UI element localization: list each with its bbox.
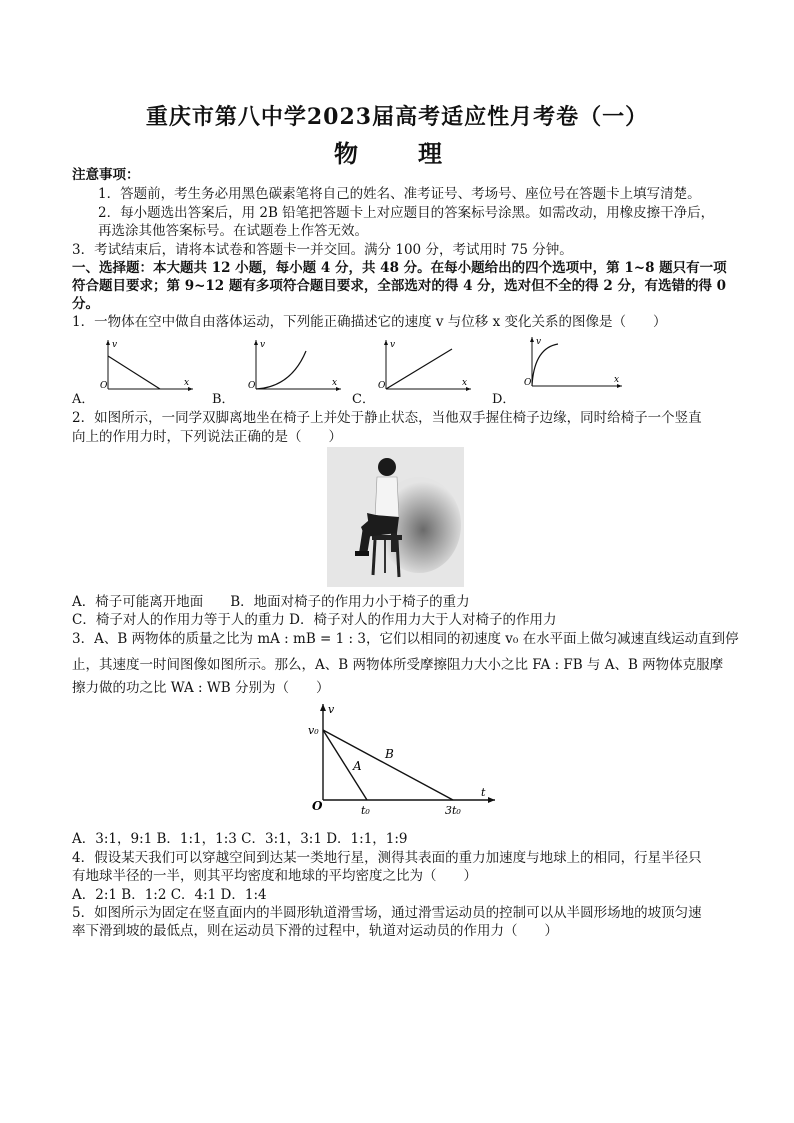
q1c-v-label: v xyxy=(390,340,396,350)
q5-stem-line1: 5．如图所示为固定在竖直面内的半圆形轨道滑雪场，通过滑雪运动员的控制可以从半圆形场地的坡顶匀速 xyxy=(72,905,702,921)
notice-item-2-cont: 再选涂其他答案标号。在试题卷上作答无效。 xyxy=(98,223,368,239)
section-heading-line2: 符合题目要求；第 9~12 题有多项符合题目要求，全部选对的得 4 分，选对但不全的得 2 分，有选错的得 0 xyxy=(72,278,727,294)
q1-stem: 1．一物体在空中做自由落体运动，下列能正确描述它的速度 v 与位移 x 变化关系的图像是（ ） xyxy=(72,314,667,330)
q3-line-b xyxy=(323,730,453,800)
notice-heading: 注意事项： xyxy=(72,167,140,183)
q3-stem-line2: 止，其速度一时间图像如图所示。那么，A、B 两物体所受摩擦阻力大小之比 FA : FB 与 A、B 两物体克服摩 xyxy=(72,657,724,673)
q1c-x-label: x xyxy=(462,378,468,388)
q1a-v-label: v xyxy=(112,340,118,350)
section-heading-line3: 分。 xyxy=(72,296,99,312)
notice-item-1: 1．答题前，考生务必用黑色碳素笔将自己的姓名、准考证号、考场号、座位号在答题卡上填写清楚。 xyxy=(98,186,701,202)
q1a-origin: O xyxy=(100,381,108,391)
q4-stem-line2: 有地球半径的一半，则其平均密度和地球的平均密度之比为（ ） xyxy=(72,868,477,884)
q1d-v-label: v xyxy=(536,337,542,347)
q1a-x-label: x xyxy=(184,378,190,388)
q2-stem-line1: 2．如图所示，一同学双脚离地坐在椅子上并处于静止状态，当他双手握住椅子边缘，同时给椅子一个竖直 xyxy=(72,410,702,426)
q1b-v-label: v xyxy=(260,340,266,350)
q1-option-d-label: D． xyxy=(492,392,516,407)
q1d-x-label: x xyxy=(614,375,620,385)
q1-graph-a xyxy=(88,337,198,399)
q3-stem-line3: 擦力做的功之比 WA : WB 分别为（ ） xyxy=(72,680,330,696)
q3-t0-label: t₀ xyxy=(361,804,370,817)
q1-graph-d xyxy=(512,334,628,396)
q4-stem-line1: 4．假设某天我们可以穿越空间到达某一类地行星，测得其表面的重力加速度与地球上的相同，行星半径只 xyxy=(72,850,702,866)
q3-t-axis-label: t xyxy=(481,786,486,799)
q3-stem-line1: 3．A、B 两物体的质量之比为 mA : mB = 1 : 3，它们以相同的初速度 v₀ 在水平面上做匀减速直线运动直到停 xyxy=(72,631,739,647)
notice-item-3: 3．考试结束后，请将本试卷和答题卡一并交回。满分 100 分，考试用时 75 分钟。 xyxy=(72,242,573,258)
q3-3t0-label: 3t₀ xyxy=(445,804,461,817)
exam-subject: 物 理 xyxy=(334,139,460,168)
q1-graph-c xyxy=(366,337,476,399)
q1b-x-label: x xyxy=(332,378,338,388)
q1-option-c-label: C． xyxy=(352,392,375,407)
q1-option-a-label: A． xyxy=(72,392,95,407)
q1-option-b-label: B． xyxy=(212,392,235,407)
q3-label-b: B xyxy=(385,747,394,761)
notice-item-2: 2．每小题选出答案后，用 2B 铅笔把答题卡上对应题目的答案标号涂黑。如需改动，用橡皮擦干净后， xyxy=(98,205,715,221)
q5-stem-line2: 率下滑到坡的最低点，则在运动员下滑的过程中，轨道对运动员的作用力（ ） xyxy=(72,923,558,939)
q1c-origin: O xyxy=(378,381,386,391)
exam-title: 重庆市第八中学2023届高考适应性月考卷（一） xyxy=(145,104,649,130)
q1b-origin: O xyxy=(248,381,256,391)
q3-origin-label: O xyxy=(312,799,323,813)
q2-options-line1: A．椅子可能离开地面 B．地面对椅子的作用力小于椅子的重力 xyxy=(72,594,470,610)
q2-options-line2: C．椅子对人的作用力等于人的重力 D．椅子对人的作用力大于人对椅子的作用力 xyxy=(72,612,557,628)
q3-v-axis-label: v xyxy=(328,703,335,716)
section-heading-line1: 一、选择题：本大题共 12 小题，每小题 4 分，共 48 分。在每小题给出的四个选项中，第 1~8 题只有一项 xyxy=(72,260,727,276)
q4-options: A．2:1 B．1:2 C．4:1 D．1:4 xyxy=(72,887,267,903)
q3-label-a: A xyxy=(353,759,362,773)
q1-graph-b xyxy=(236,337,346,399)
q3-v0-label: v₀ xyxy=(308,724,319,737)
q2-chair-photo xyxy=(327,447,464,587)
q1d-origin: O xyxy=(524,378,532,388)
q3-options: A．3:1，9:1 B．1:1，1:3 C．3:1，3:1 D．1:1，1:9 xyxy=(72,831,408,847)
q2-stem-line2: 向上的作用力时，下列说法正确的是（ ） xyxy=(72,429,342,445)
q3-vt-graph xyxy=(305,700,505,822)
